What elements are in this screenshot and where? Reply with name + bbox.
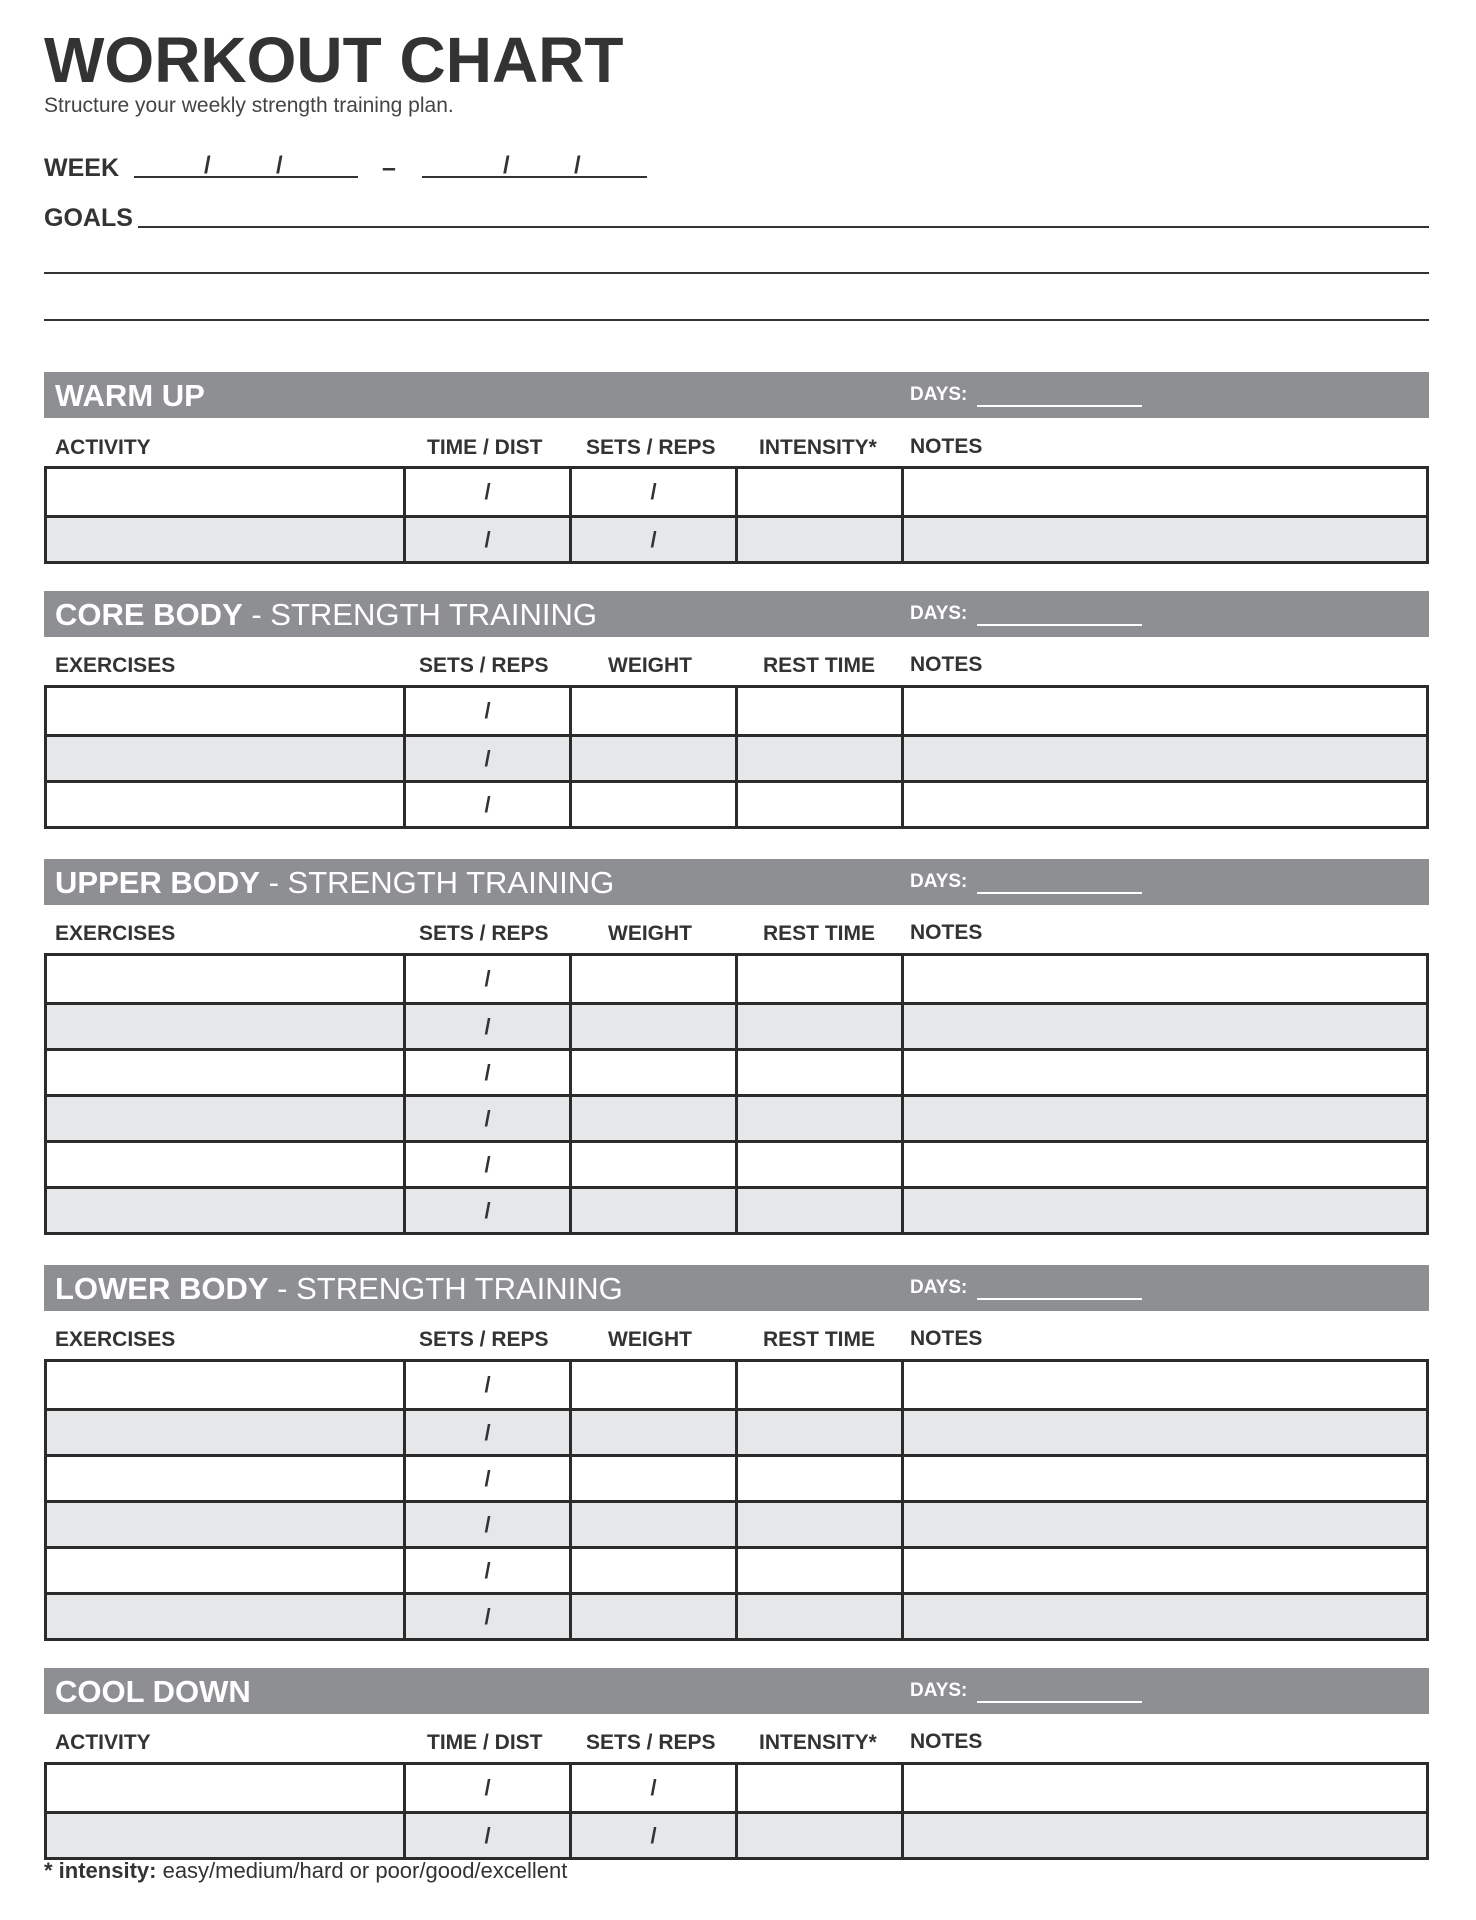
- exercise-cell[interactable]: [47, 1411, 403, 1454]
- core-col-sets-reps: SETS / REPS: [419, 654, 549, 677]
- warmup-col-notes: NOTES: [910, 435, 983, 458]
- sets-reps-cell[interactable]: /: [403, 1503, 569, 1546]
- footnote-label: * intensity:: [44, 1858, 157, 1883]
- exercise-cell[interactable]: [47, 1097, 403, 1140]
- page-title: WORKOUT CHART: [44, 24, 624, 96]
- time-dist-cell[interactable]: /: [403, 1765, 569, 1811]
- sets-reps-cell[interactable]: /: [403, 783, 569, 826]
- notes-cell[interactable]: [901, 783, 1426, 826]
- cooldown-col-sets-reps: SETS / REPS: [586, 1731, 716, 1754]
- upper-banner: [44, 859, 1429, 905]
- weight-cell[interactable]: [569, 737, 735, 780]
- notes-cell[interactable]: [901, 956, 1426, 1002]
- core-banner: [44, 591, 1429, 637]
- sets-reps-cell[interactable]: /: [569, 469, 735, 515]
- warmup-days-field[interactable]: [977, 405, 1142, 407]
- week-start-slash-2: /: [276, 152, 283, 179]
- notes-cell[interactable]: [901, 1503, 1426, 1546]
- rest-time-cell[interactable]: [735, 737, 901, 780]
- notes-cell[interactable]: [901, 1765, 1426, 1811]
- table-row: [47, 1765, 1426, 1811]
- exercise-cell[interactable]: [47, 1457, 403, 1500]
- cooldown-days-field[interactable]: [977, 1701, 1142, 1703]
- time-dist-cell[interactable]: /: [403, 518, 569, 561]
- upper-col-exercises: EXERCISES: [55, 922, 176, 945]
- week-end-date-field[interactable]: [422, 176, 647, 178]
- table-row: [47, 1094, 1426, 1140]
- table-row: [47, 469, 1426, 515]
- lower-col-notes: NOTES: [910, 1327, 983, 1350]
- weight-cell[interactable]: [569, 1097, 735, 1140]
- sets-reps-cell[interactable]: /: [569, 1765, 735, 1811]
- sets-reps-cell[interactable]: /: [403, 1051, 569, 1094]
- sets-reps-cell[interactable]: /: [403, 1457, 569, 1500]
- exercise-cell[interactable]: [47, 1362, 403, 1408]
- warmup-table: [44, 466, 1429, 564]
- lower-col-exercises: EXERCISES: [55, 1328, 176, 1351]
- exercise-cell[interactable]: [47, 956, 403, 1002]
- weight-cell[interactable]: [569, 1362, 735, 1408]
- rest-time-cell[interactable]: [735, 1549, 901, 1592]
- week-end-slash-1: /: [503, 152, 510, 179]
- warmup-title: WARM UP: [55, 378, 205, 413]
- table-row: [47, 1454, 1426, 1500]
- weight-cell[interactable]: [569, 1457, 735, 1500]
- notes-cell[interactable]: [901, 1595, 1426, 1638]
- weight-cell[interactable]: [569, 1189, 735, 1232]
- rest-time-cell[interactable]: [735, 1362, 901, 1408]
- notes-cell[interactable]: [901, 1362, 1426, 1408]
- core-days-label: DAYS:: [910, 603, 968, 624]
- exercise-cell[interactable]: [47, 688, 403, 734]
- cooldown-col-intensity: INTENSITY*: [759, 1731, 877, 1754]
- goals-label: GOALS: [44, 204, 133, 232]
- weight-cell[interactable]: [569, 688, 735, 734]
- exercise-cell[interactable]: [47, 1503, 403, 1546]
- notes-cell[interactable]: [901, 1143, 1426, 1186]
- goals-line-1[interactable]: [138, 226, 1429, 228]
- lower-days-label: DAYS:: [910, 1277, 968, 1298]
- weight-cell[interactable]: [569, 1503, 735, 1546]
- cooldown-col-time-dist: TIME / DIST: [427, 1731, 543, 1754]
- rest-time-cell[interactable]: [735, 783, 901, 826]
- table-row: [47, 1592, 1426, 1638]
- week-end-slash-2: /: [574, 152, 581, 179]
- rest-time-cell[interactable]: [735, 1143, 901, 1186]
- notes-cell[interactable]: [901, 1549, 1426, 1592]
- table-row: [47, 1408, 1426, 1454]
- table-row: [47, 1002, 1426, 1048]
- time-dist-cell[interactable]: /: [403, 1814, 569, 1857]
- activity-cell[interactable]: [47, 1814, 403, 1857]
- sets-reps-cell[interactable]: /: [403, 1362, 569, 1408]
- notes-cell[interactable]: [901, 518, 1426, 561]
- weight-cell[interactable]: [569, 1005, 735, 1048]
- week-label: WEEK: [44, 154, 119, 182]
- core-col-weight: WEIGHT: [608, 654, 692, 677]
- table-row: [47, 956, 1426, 1002]
- lower-title: LOWER BODY - STRENGTH TRAINING: [55, 1271, 623, 1306]
- sets-reps-cell[interactable]: /: [403, 737, 569, 780]
- week-start-slash-1: /: [204, 152, 211, 179]
- notes-cell[interactable]: [901, 737, 1426, 780]
- rest-time-cell[interactable]: [735, 1411, 901, 1454]
- notes-cell[interactable]: [901, 469, 1426, 515]
- exercise-cell[interactable]: [47, 737, 403, 780]
- rest-time-cell[interactable]: [735, 1595, 901, 1638]
- core-col-exercises: EXERCISES: [55, 654, 176, 677]
- lower-banner: [44, 1265, 1429, 1311]
- warmup-col-sets-reps: SETS / REPS: [586, 436, 716, 459]
- goals-line-2[interactable]: [44, 272, 1429, 274]
- activity-cell[interactable]: [47, 469, 403, 515]
- cooldown-col-notes: NOTES: [910, 1730, 983, 1753]
- upper-title: UPPER BODY - STRENGTH TRAINING: [55, 865, 615, 900]
- warmup-banner: [44, 372, 1429, 418]
- goals-line-3[interactable]: [44, 319, 1429, 321]
- lower-col-rest-time: REST TIME: [763, 1328, 876, 1351]
- weight-cell[interactable]: [569, 1411, 735, 1454]
- rest-time-cell[interactable]: [735, 1503, 901, 1546]
- rest-time-cell[interactable]: [735, 1051, 901, 1094]
- exercise-cell[interactable]: [47, 783, 403, 826]
- sets-reps-cell[interactable]: /: [403, 1549, 569, 1592]
- exercise-cell[interactable]: [47, 1189, 403, 1232]
- upper-days-label: DAYS:: [910, 871, 968, 892]
- table-row: [47, 1811, 1426, 1857]
- sets-reps-cell[interactable]: /: [403, 688, 569, 734]
- sets-reps-cell[interactable]: /: [403, 1097, 569, 1140]
- rest-time-cell[interactable]: [735, 1457, 901, 1500]
- core-days-field[interactable]: [977, 624, 1142, 626]
- rest-time-cell[interactable]: [735, 1189, 901, 1232]
- notes-cell[interactable]: [901, 1411, 1426, 1454]
- table-row: [47, 1140, 1426, 1186]
- upper-days-field[interactable]: [977, 892, 1142, 894]
- cooldown-banner: [44, 1668, 1429, 1714]
- core-table: [44, 685, 1429, 829]
- rest-time-cell[interactable]: [735, 1097, 901, 1140]
- table-row: [47, 1500, 1426, 1546]
- core-col-notes: NOTES: [910, 653, 983, 676]
- lower-col-sets-reps: SETS / REPS: [419, 1328, 549, 1351]
- weight-cell[interactable]: [569, 956, 735, 1002]
- upper-table: [44, 953, 1429, 1235]
- sets-reps-cell[interactable]: /: [403, 1595, 569, 1638]
- table-row: [47, 780, 1426, 826]
- sets-reps-cell[interactable]: /: [403, 1411, 569, 1454]
- intensity-footnote: [44, 1858, 567, 1884]
- cooldown-days-label: DAYS:: [910, 1680, 968, 1701]
- weight-cell[interactable]: [569, 1549, 735, 1592]
- weight-cell[interactable]: [569, 783, 735, 826]
- weight-cell[interactable]: [569, 1143, 735, 1186]
- notes-cell[interactable]: [901, 1097, 1426, 1140]
- cooldown-col-activity: ACTIVITY: [55, 1731, 151, 1754]
- sets-reps-cell[interactable]: /: [403, 1143, 569, 1186]
- intensity-cell[interactable]: [735, 1814, 901, 1857]
- weight-cell[interactable]: [569, 1595, 735, 1638]
- exercise-cell[interactable]: [47, 1595, 403, 1638]
- exercise-cell[interactable]: [47, 1005, 403, 1048]
- notes-cell[interactable]: [901, 1005, 1426, 1048]
- exercise-cell[interactable]: [47, 1549, 403, 1592]
- intensity-cell[interactable]: [735, 518, 901, 561]
- page-subtitle: Structure your weekly strength training plan.: [44, 94, 454, 117]
- warmup-col-activity: ACTIVITY: [55, 436, 151, 459]
- activity-cell[interactable]: [47, 1765, 403, 1811]
- cooldown-table: [44, 1762, 1429, 1860]
- intensity-cell[interactable]: [735, 1765, 901, 1811]
- table-row: [47, 688, 1426, 734]
- week-separator: –: [382, 154, 396, 182]
- table-row: [47, 734, 1426, 780]
- weight-cell[interactable]: [569, 1051, 735, 1094]
- time-dist-cell[interactable]: /: [403, 469, 569, 515]
- sets-reps-cell[interactable]: /: [569, 518, 735, 561]
- cooldown-title: COOL DOWN: [55, 1674, 251, 1709]
- lower-table: [44, 1359, 1429, 1641]
- lower-col-weight: WEIGHT: [608, 1328, 692, 1351]
- upper-col-rest-time: REST TIME: [763, 922, 876, 945]
- core-col-rest-time: REST TIME: [763, 654, 876, 677]
- table-row: [47, 1186, 1426, 1232]
- warmup-col-intensity: INTENSITY*: [759, 436, 877, 459]
- upper-col-sets-reps: SETS / REPS: [419, 922, 549, 945]
- core-title: CORE BODY - STRENGTH TRAINING: [55, 597, 597, 632]
- week-start-date-field[interactable]: [134, 176, 358, 178]
- notes-cell[interactable]: [901, 1051, 1426, 1094]
- rest-time-cell[interactable]: [735, 1005, 901, 1048]
- activity-cell[interactable]: [47, 518, 403, 561]
- notes-cell[interactable]: [901, 1814, 1426, 1857]
- lower-days-field[interactable]: [977, 1298, 1142, 1300]
- notes-cell[interactable]: [901, 1457, 1426, 1500]
- table-row: [47, 515, 1426, 561]
- sets-reps-cell[interactable]: /: [569, 1814, 735, 1857]
- sets-reps-cell[interactable]: /: [403, 956, 569, 1002]
- rest-time-cell[interactable]: [735, 688, 901, 734]
- sets-reps-cell[interactable]: /: [403, 1189, 569, 1232]
- table-row: [47, 1362, 1426, 1408]
- upper-col-notes: NOTES: [910, 921, 983, 944]
- warmup-col-time-dist: TIME / DIST: [427, 436, 543, 459]
- notes-cell[interactable]: [901, 1189, 1426, 1232]
- exercise-cell[interactable]: [47, 1051, 403, 1094]
- notes-cell[interactable]: [901, 688, 1426, 734]
- sets-reps-cell[interactable]: /: [403, 1005, 569, 1048]
- footnote-text: easy/medium/hard or poor/good/excellent: [156, 1858, 568, 1883]
- warmup-days-label: DAYS:: [910, 384, 968, 405]
- intensity-cell[interactable]: [735, 469, 901, 515]
- rest-time-cell[interactable]: [735, 956, 901, 1002]
- table-row: [47, 1048, 1426, 1094]
- exercise-cell[interactable]: [47, 1143, 403, 1186]
- table-row: [47, 1546, 1426, 1592]
- upper-col-weight: WEIGHT: [608, 922, 692, 945]
